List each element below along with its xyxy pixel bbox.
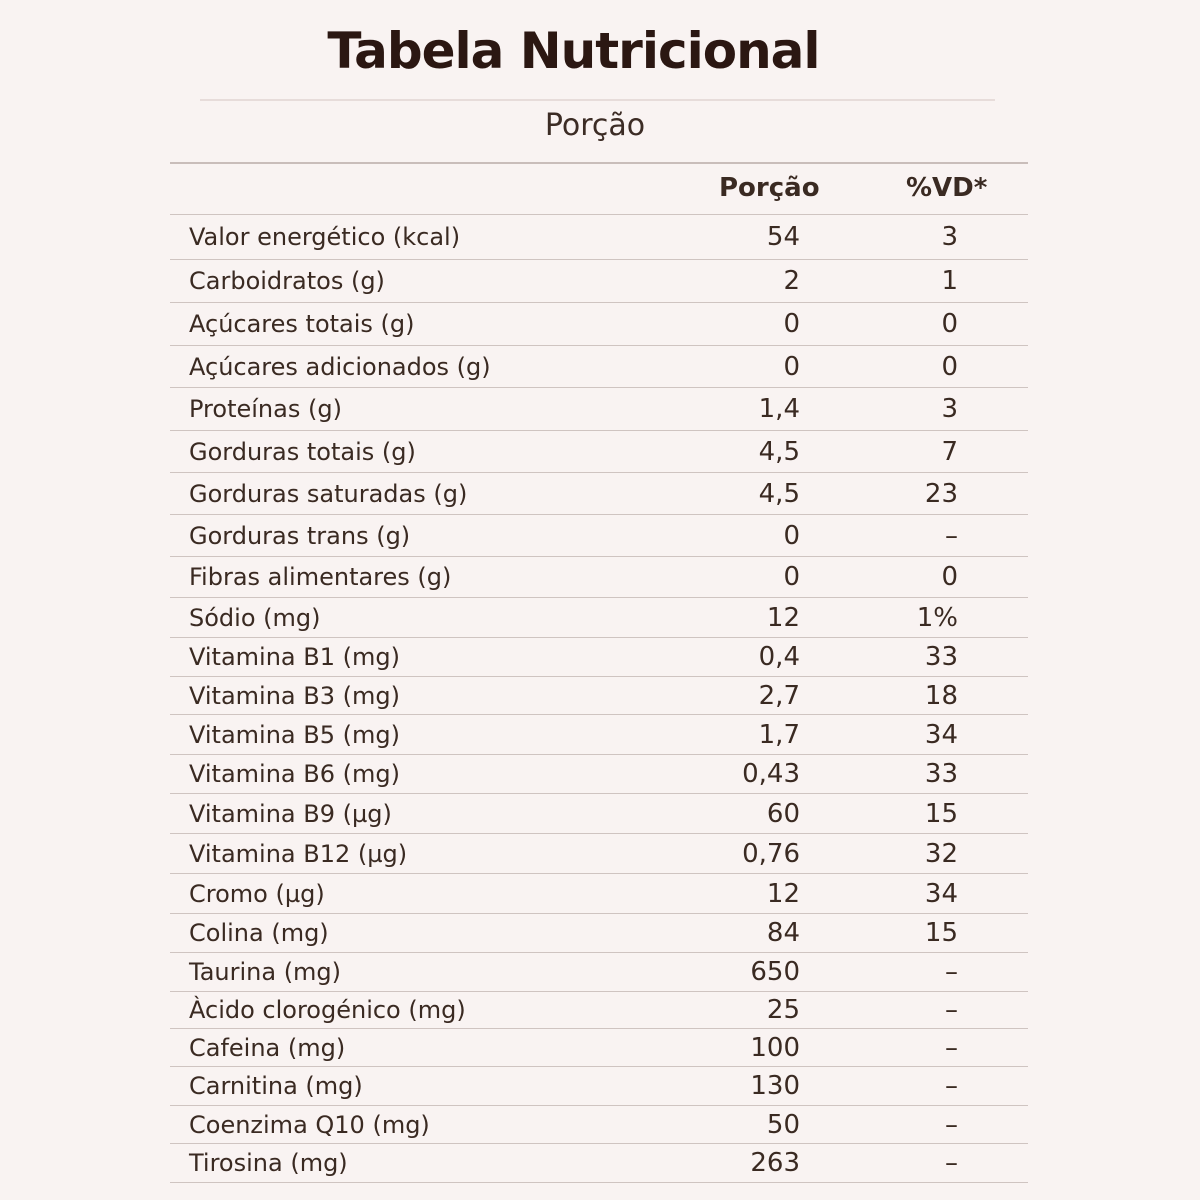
nutrient-label: Açúcares adicionados (g) xyxy=(189,352,491,381)
table-row xyxy=(170,794,1028,834)
nutrient-label: Vitamina B9 (µg) xyxy=(189,799,392,828)
nutrient-daily-value: 23 xyxy=(924,478,958,509)
nutrient-portion-value: 4,5 xyxy=(758,478,800,509)
nutrient-portion-value: 12 xyxy=(766,602,800,633)
nutrient-portion-value: 1,7 xyxy=(758,719,800,750)
nutrient-daily-value: 34 xyxy=(924,719,958,750)
nutrient-label: Proteínas (g) xyxy=(189,395,342,423)
page-title: Tabela Nutricional xyxy=(327,22,820,80)
nutrient-label: Vitamina B1 (mg) xyxy=(189,643,400,671)
nutrient-portion-value: 0 xyxy=(783,520,800,551)
nutrient-daily-value: – xyxy=(945,1109,958,1140)
serving-subtitle: Porção xyxy=(544,108,646,143)
table-row xyxy=(170,515,1028,557)
nutrient-portion-value: 0 xyxy=(783,562,800,592)
nutrient-portion-value: 0 xyxy=(783,351,800,382)
table-row xyxy=(170,431,1028,473)
table-row xyxy=(170,992,1028,1029)
table-row xyxy=(170,303,1028,346)
nutrient-label: Vitamina B3 (mg) xyxy=(189,681,400,710)
table-row xyxy=(170,557,1028,598)
nutrient-daily-value: 0 xyxy=(941,562,958,592)
nutrient-daily-value: 3 xyxy=(941,394,958,424)
nutrient-portion-value: 12 xyxy=(766,878,800,909)
nutrient-daily-value: 3 xyxy=(941,222,958,252)
table-row xyxy=(170,1144,1028,1183)
table-row xyxy=(170,1067,1028,1106)
nutrient-label: Vitamina B5 (mg) xyxy=(189,720,400,749)
nutrient-portion-value: 2 xyxy=(783,266,800,296)
column-header-daily-value: %VD* xyxy=(906,173,988,203)
table-row xyxy=(170,215,1028,260)
nutrient-label: Cromo (µg) xyxy=(189,879,325,908)
nutrient-label: Tirosina (mg) xyxy=(189,1149,348,1177)
nutrient-label: Sódio (mg) xyxy=(189,603,321,632)
nutrient-daily-value: – xyxy=(945,1148,958,1178)
nutrient-daily-value: – xyxy=(945,995,958,1025)
nutrient-daily-value: 7 xyxy=(941,436,958,467)
nutrient-label: Gorduras totais (g) xyxy=(189,437,416,466)
nutrient-label: Taurina (mg) xyxy=(189,958,342,986)
nutrient-portion-value: 650 xyxy=(750,957,800,987)
nutrient-portion-value: 50 xyxy=(766,1109,800,1140)
nutrient-portion-value: 25 xyxy=(766,995,800,1025)
table-header-row xyxy=(170,164,1028,215)
nutrient-portion-value: 263 xyxy=(750,1148,800,1178)
nutrient-portion-value: 130 xyxy=(750,1071,800,1101)
nutrient-daily-value: 0 xyxy=(941,351,958,382)
table-row xyxy=(170,346,1028,388)
table-row xyxy=(170,874,1028,914)
table-row xyxy=(170,388,1028,431)
nutrient-portion-value: 100 xyxy=(750,1032,800,1063)
table-row xyxy=(170,1029,1028,1067)
nutrient-portion-value: 54 xyxy=(766,222,800,252)
table-row xyxy=(170,914,1028,953)
nutrient-daily-value: – xyxy=(945,1032,958,1063)
nutrient-daily-value: 32 xyxy=(924,838,958,869)
table-row xyxy=(170,598,1028,638)
nutrient-portion-value: 0 xyxy=(783,309,800,339)
nutrient-label: Vitamina B6 (mg) xyxy=(189,760,400,788)
table-row xyxy=(170,1106,1028,1144)
table-body xyxy=(170,215,1028,1183)
table-row xyxy=(170,638,1028,677)
table-row xyxy=(170,755,1028,794)
column-header-portion: Porção xyxy=(719,173,820,203)
nutrient-portion-value: 1,4 xyxy=(758,394,800,424)
nutrient-daily-value: – xyxy=(945,957,958,987)
nutrient-portion-value: 60 xyxy=(766,798,800,829)
nutrient-daily-value: 0 xyxy=(941,309,958,339)
table-row xyxy=(170,473,1028,515)
nutrient-daily-value: 15 xyxy=(924,798,958,829)
table-row xyxy=(170,715,1028,755)
nutrient-label: Carnitina (mg) xyxy=(189,1072,363,1100)
nutrient-label: Coenzima Q10 (mg) xyxy=(189,1110,430,1139)
table-row xyxy=(170,677,1028,715)
nutrient-label: Valor energético (kcal) xyxy=(189,223,461,251)
nutrient-portion-value: 0,76 xyxy=(742,838,800,869)
nutrient-label: Vitamina B12 (µg) xyxy=(189,839,408,868)
nutrient-label: Cafeina (mg) xyxy=(189,1033,346,1062)
nutrient-label: Carboidratos (g) xyxy=(189,267,385,295)
nutrient-daily-value: 33 xyxy=(924,759,958,789)
nutrient-label: Gorduras trans (g) xyxy=(189,521,411,550)
nutrient-daily-value: 15 xyxy=(924,918,958,948)
nutrient-daily-value: – xyxy=(945,1071,958,1101)
nutrient-portion-value: 0,43 xyxy=(742,759,800,789)
table-row xyxy=(170,834,1028,874)
table-row xyxy=(170,260,1028,303)
nutrient-portion-value: 84 xyxy=(766,918,800,948)
nutrient-portion-value: 4,5 xyxy=(758,436,800,467)
nutrient-daily-value: – xyxy=(945,520,958,551)
nutrient-label: Àcido clorogénico (mg) xyxy=(189,996,466,1024)
nutrient-daily-value: 1% xyxy=(916,602,958,633)
table-row xyxy=(170,953,1028,992)
nutrient-daily-value: 33 xyxy=(924,642,958,672)
nutrition-table xyxy=(170,162,1028,1183)
nutrient-daily-value: 1 xyxy=(941,266,958,296)
nutrient-daily-value: 34 xyxy=(924,878,958,909)
nutrient-label: Colina (mg) xyxy=(189,919,329,947)
title-divider xyxy=(200,99,995,101)
nutrient-portion-value: 0,4 xyxy=(758,642,800,672)
nutrient-portion-value: 2,7 xyxy=(758,680,800,711)
nutrient-label: Gorduras saturadas (g) xyxy=(189,479,468,508)
nutrient-label: Açúcares totais (g) xyxy=(189,310,415,338)
nutrient-daily-value: 18 xyxy=(924,680,958,711)
nutrient-label: Fibras alimentares (g) xyxy=(189,563,452,591)
